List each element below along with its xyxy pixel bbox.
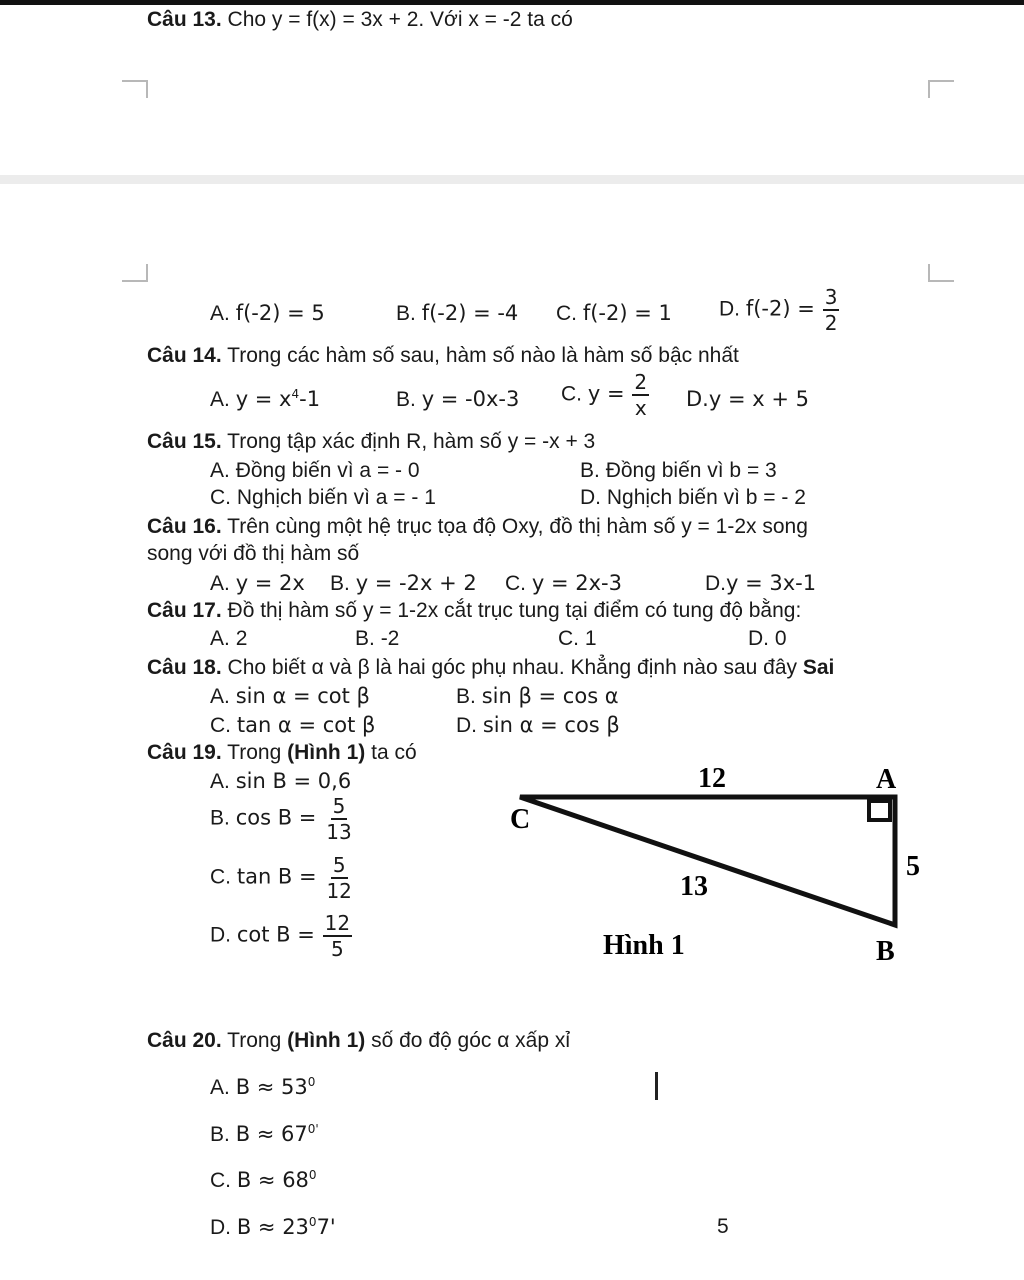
text-cursor <box>655 1072 658 1100</box>
q16-line-2: song với đồ thị hàm số <box>147 542 360 565</box>
label-vertex-b: B <box>876 936 895 967</box>
q16-option-b: B. y = -2x + 2 <box>330 571 477 595</box>
q16-line-1: Câu 16. Trên cùng một hệ trục tọa độ Oxy, đồ thị hàm số y = 1-2x song <box>147 515 808 538</box>
q18-option-d: D. sin α = cos β <box>456 713 620 737</box>
q14-option-a: A. $y = x^4-1$ <box>210 387 321 411</box>
q18-line: Câu 18. Cho biết α và β là hai góc phụ nhau. Khẳng định nào sau đây Sai <box>147 656 835 679</box>
crop-mark-bottom-right <box>928 264 954 282</box>
q13-line <box>147 7 573 33</box>
q15-option-a: A. Đồng biến vì a = - 0 <box>210 459 420 482</box>
q14-option-b: B. y = -0x-3 <box>396 387 520 411</box>
q19-line: Câu 19. Trong (Hình 1) ta có <box>147 741 417 764</box>
label-vertex-a: A <box>876 764 897 795</box>
label-side-ca: 12 <box>698 763 726 794</box>
q15-line: Câu 15. Trong tập xác định R, hàm số y = -x + 3 <box>147 430 596 453</box>
q16-option-c: C. y = 2x-3 <box>505 571 622 595</box>
triangle-figure <box>490 750 950 980</box>
crop-mark-bottom-left <box>122 264 148 282</box>
q15-option-b: B. Đồng biến vì b = 3 <box>580 459 777 482</box>
q15-option-d: D. Nghịch biến vì b = - 2 <box>580 486 806 509</box>
q14-option-c: C. y = $\frac{2}{x}$ <box>561 370 648 420</box>
q16-option-d: D.y = 3x-1 <box>705 571 817 595</box>
q17-option-b: B. -2 <box>355 627 400 650</box>
q20-line: Câu 20. Trong (Hình 1) số đo độ góc α xấp xỉ <box>147 1029 571 1052</box>
q20-option-a: A. $B \approx 53^0$ <box>210 1075 316 1099</box>
q14-option-d: D.y = x + 5 <box>686 387 809 411</box>
q20-option-d: D. $B \approx 23^07'$ <box>210 1215 336 1239</box>
q13-text: Cho y = f(x) = 3x + 2. Với x = -2 ta có <box>227 8 573 31</box>
q13-option-a: A. f(-2) = 5 <box>210 301 325 325</box>
label-side-cb: 13 <box>680 871 708 902</box>
right-angle-mark <box>869 801 890 820</box>
q20-option-b: B. $B \approx 67^{0'}$ <box>210 1122 319 1146</box>
top-edge-bar <box>0 0 1024 5</box>
fraction: $\frac{5}{13}$ <box>326 794 352 844</box>
q19-option-d: D. cot B = $\frac{12}{5}$ <box>210 911 351 961</box>
q19-option-b: B. cos B = $\frac{5}{13}$ <box>210 794 352 844</box>
q20-option-c: C. $B \approx 68^0$ <box>210 1168 317 1192</box>
fraction: $\frac{2}{x}$ <box>634 370 648 420</box>
crop-mark-top-left <box>122 80 148 98</box>
label-side-ab: 5 <box>906 851 920 882</box>
page-separator <box>0 175 1024 184</box>
label-vertex-c: C <box>510 804 531 835</box>
q18-option-a: A. sin α = cot β <box>210 684 370 708</box>
fraction: $\frac{12}{5}$ <box>324 911 351 961</box>
q13-label: Câu 13. <box>147 8 222 31</box>
q18-option-b: B. sin β = cos α <box>456 684 619 708</box>
page-number: 5 <box>717 1215 729 1238</box>
q17-option-a: A. 2 <box>210 627 248 650</box>
q13-option-d: D. f(-2) = $\frac{3}{2}$ <box>719 285 838 335</box>
figure-caption: Hình 1 <box>603 930 685 961</box>
q15-option-c: C. Nghịch biến vì a = - 1 <box>210 486 436 509</box>
q13-option-c: C. f(-2) = 1 <box>556 301 672 325</box>
fraction: $\frac{3}{2}$ <box>824 285 838 335</box>
triangle-shape <box>520 797 895 925</box>
q16-option-a: A. y = 2x <box>210 571 305 595</box>
q17-option-c: C. 1 <box>558 627 597 650</box>
q13-option-b: B. f(-2) = -4 <box>396 301 519 325</box>
q14-line: Câu 14. Trong các hàm số sau, hàm số nào là hàm số bậc nhất <box>147 344 739 367</box>
q17-option-d: D. 0 <box>748 627 787 650</box>
q17-line: Câu 17. Đồ thị hàm số y = 1-2x cắt trục tung tại điểm có tung độ bằng: <box>147 599 802 622</box>
q18-option-c: C. tan α = cot β <box>210 713 376 737</box>
crop-mark-top-right <box>928 80 954 98</box>
q19-option-c: C. tan B = $\frac{5}{12}$ <box>210 853 352 903</box>
fraction: $\frac{5}{12}$ <box>326 853 352 903</box>
q19-option-a: A. sin B = 0,6 <box>210 769 352 793</box>
